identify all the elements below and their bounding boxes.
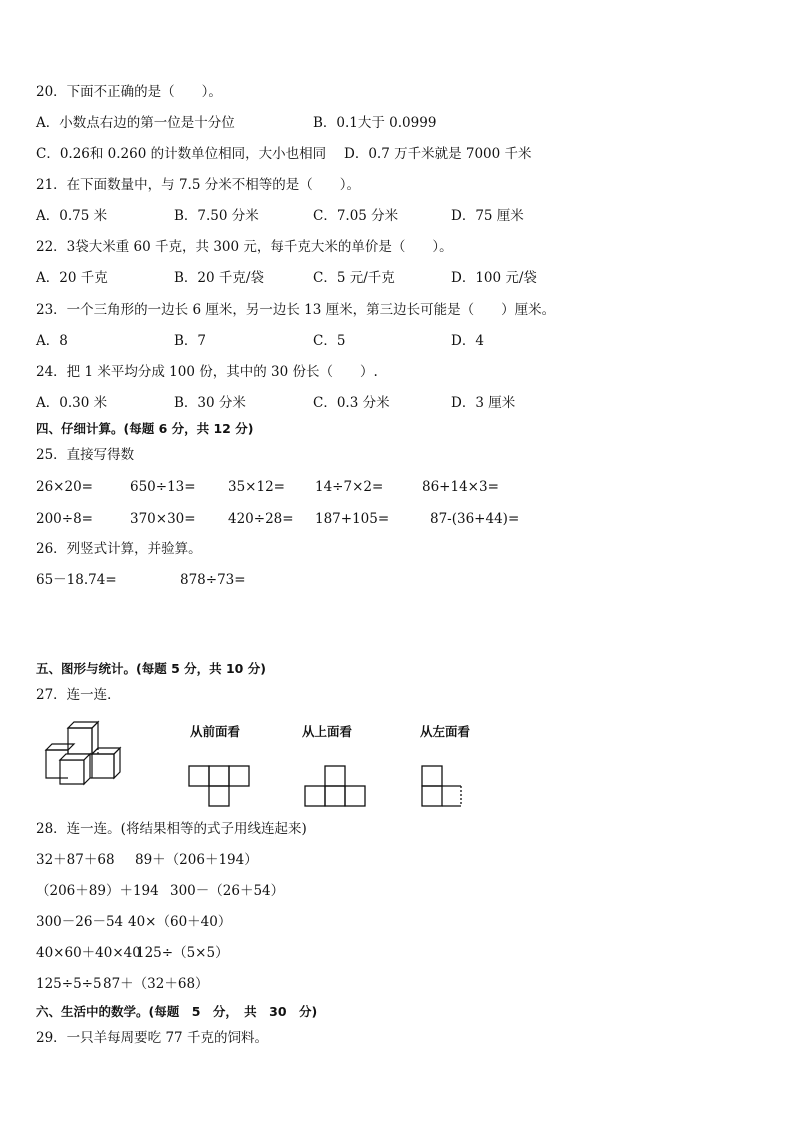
section-5-title: 五、图形与统计。(每题 5 分，共 10 分) bbox=[36, 661, 266, 676]
q26-stem: 26．列竖式计算，并验算。 bbox=[36, 541, 202, 557]
q21-option-c: C．7.05 分米 bbox=[313, 208, 399, 224]
q20-option-b: B．0.1大于 0.0999 bbox=[313, 115, 437, 131]
q28-left-expr: （206＋89）＋194 bbox=[36, 883, 159, 899]
q24-option-a: A．0.30 米 bbox=[36, 395, 108, 411]
q28-left-expr: 300－26－54 bbox=[36, 914, 124, 930]
q28-left-expr: 125÷5÷5 bbox=[36, 976, 102, 992]
cube-stack-figure bbox=[40, 720, 140, 784]
q28-right-expr: 87＋（32＋68） bbox=[103, 976, 209, 992]
front-view-shape bbox=[188, 765, 250, 807]
q28-left-expr: 40×60＋40×40 bbox=[36, 945, 141, 961]
q23-option-b: B．7 bbox=[174, 333, 207, 349]
q21-option-a: A．0.75 米 bbox=[36, 208, 108, 224]
left-view-shape bbox=[421, 765, 465, 807]
q21-option-b: B．7.50 分米 bbox=[174, 208, 259, 224]
q20-stem: 20．下面不正确的是（ ）。 bbox=[36, 84, 222, 100]
q24-option-b: B．30 分米 bbox=[174, 395, 246, 411]
q25-item: 26×20= bbox=[36, 479, 93, 495]
q25-item: 87-(36+44)= bbox=[430, 511, 520, 527]
q21-option-d: D．75 厘米 bbox=[451, 208, 524, 224]
q25-item: 187+105= bbox=[315, 511, 390, 527]
q25-item: 200÷8= bbox=[36, 511, 93, 527]
q26-item: 65－18.74= bbox=[36, 572, 117, 588]
q25-item: 86+14×3= bbox=[422, 479, 499, 495]
q28-right-expr: 300－（26＋54） bbox=[170, 883, 285, 899]
q22-stem: 22．3袋大米重 60 千克，共 300 元，每千克大米的单价是（ ）。 bbox=[36, 239, 453, 255]
view-label-front: 从前面看 bbox=[190, 724, 241, 739]
q29-stem: 29．一只羊每周要吃 77 千克的饲料。 bbox=[36, 1030, 268, 1046]
q25-stem: 25．直接写得数 bbox=[36, 447, 135, 463]
q27-stem: 27．连一连． bbox=[36, 687, 121, 703]
q28-right-expr: 40×（60＋40） bbox=[128, 914, 232, 930]
q22-option-c: C．5 元/千克 bbox=[313, 270, 395, 286]
section-4-title: 四、仔细计算。(每题 6 分，共 12 分) bbox=[36, 421, 254, 436]
q25-item: 420÷28= bbox=[228, 511, 294, 527]
q25-item: 35×12= bbox=[228, 479, 285, 495]
q28-right-expr: 125÷（5×5） bbox=[136, 945, 229, 961]
q24-option-d: D．3 厘米 bbox=[451, 395, 516, 411]
q24-stem: 24．把 1 米平均分成 100 份，其中的 30 份长（ ）. bbox=[36, 364, 378, 380]
q20-option-a: A．小数点右边的第一位是十分位 bbox=[36, 115, 235, 131]
q25-item: 650÷13= bbox=[130, 479, 196, 495]
q22-option-d: D．100 元/袋 bbox=[451, 270, 537, 286]
q28-left-expr: 32＋87＋68 bbox=[36, 852, 115, 868]
q21-stem: 21．在下面数量中，与 7.5 分米不相等的是（ ）。 bbox=[36, 177, 360, 193]
q23-option-c: C．5 bbox=[313, 333, 346, 349]
q26-item: 878÷73= bbox=[180, 572, 246, 588]
q28-right-expr: 89＋（206＋194） bbox=[135, 852, 258, 868]
q24-option-c: C．0.3 分米 bbox=[313, 395, 390, 411]
top-view-shape bbox=[304, 765, 366, 807]
q20-option-d: D．0.7 万千米就是 7000 千米 bbox=[344, 146, 532, 162]
q23-option-d: D．4 bbox=[451, 333, 484, 349]
q23-stem: 23．一个三角形的一边长 6 厘米，另一边长 13 厘米，第三边长可能是（ ）厘米。 bbox=[36, 302, 556, 318]
view-label-left: 从左面看 bbox=[420, 724, 471, 739]
section-6-title: 六、生活中的数学。(每题 5 分， 共 30 分) bbox=[36, 1004, 318, 1019]
q25-item: 14÷7×2= bbox=[315, 479, 384, 495]
q20-option-c: C．0.26和 0.260 的计数单位相同，大小也相同 bbox=[36, 146, 327, 162]
q28-stem: 28．连一连。(将结果相等的式子用线连起来) bbox=[36, 821, 307, 837]
q22-option-a: A．20 千克 bbox=[36, 270, 108, 286]
view-label-top: 从上面看 bbox=[302, 724, 353, 739]
q25-item: 370×30= bbox=[130, 511, 196, 527]
q22-option-b: B．20 千克/袋 bbox=[174, 270, 264, 286]
q23-option-a: A．8 bbox=[36, 333, 68, 349]
